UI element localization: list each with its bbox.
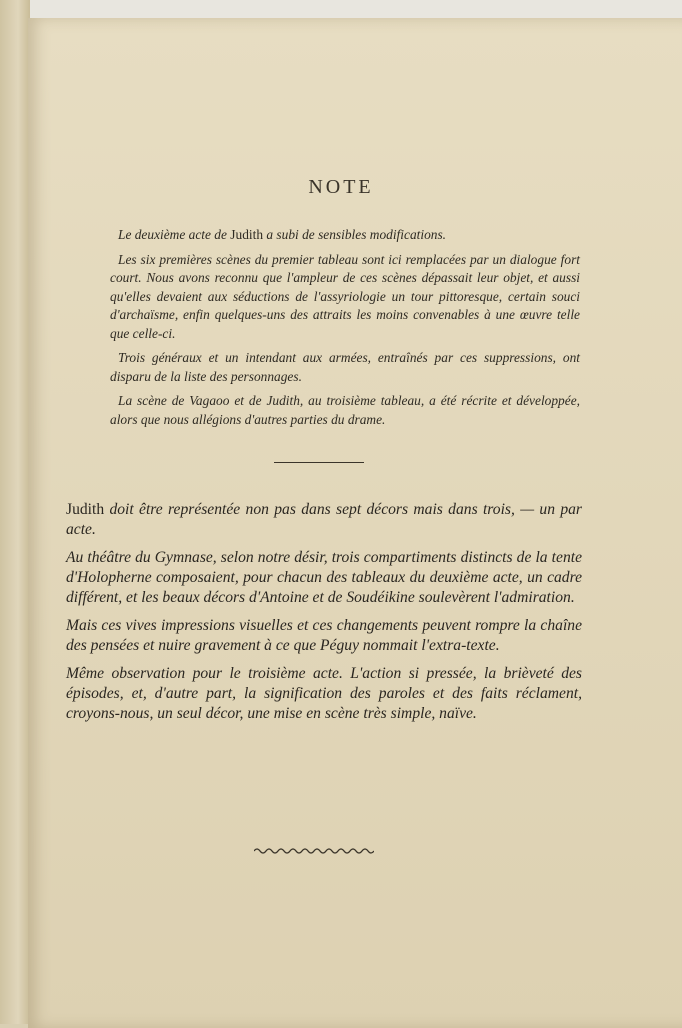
left-page-edge — [0, 0, 30, 1024]
note-section — [110, 226, 580, 435]
staging-section — [66, 500, 582, 732]
staging-paragraph-3: Mais ces vives impressions visuelles et ces changements peuvent rompre la chaîne des pensées et nuire gravement à ce que Péguy nommait l'extra-texte. — [66, 617, 582, 654]
wavy-end-ornament — [254, 846, 374, 856]
staging-paragraph-1: Judith doit être représentée non pas dans sept décors mais dans trois, — un par acte. — [66, 501, 582, 538]
note-paragraph-4: La scène de Vagaoo et de Judith, au troisième tableau, a été récrite et développée, alors que nous allégions d'autres parties du drame. — [110, 393, 580, 427]
note-paragraph-2: Les six premières scènes du premier tableau sont ici remplacées par un dialogue fort court. Nous avons reconnu que l'ampleur de ces scènes dépassait leur objet, et aussi qu'elles devaient aux séductions de l'assyriologie un tour pittoresque, certain souci d'archaïsme, enfin quelques-uns des attraits les moins convenables à une œuvre telle que celle-ci. — [110, 251, 580, 341]
note-paragraph-3: Trois généraux et un intendant aux armées, entraînés par ces suppressions, ont disparu de la liste des personnages. — [110, 350, 580, 384]
note-paragraph-1: Le deuxième acte de Judith a subi de sensibles modifications. — [118, 227, 447, 242]
staging-paragraph-2: Au théâtre du Gymnase, selon notre désir, trois compartiments distincts de la tente d'Holopherne composaient, pour chacun des tableaux du deuxième acte, un cadre différent, et les beaux décors d'Antoine et de Soudéikine soulevèrent l'admiration. — [66, 549, 582, 606]
section-divider — [274, 462, 364, 463]
staging-paragraph-4: Même observation pour le troisième acte. L'action si pressée, la brièveté des épisodes, et, d'autre part, la signification des paroles et des faits réclament, croyons-nous, un seul décor, une mise en scène très simple, naïve. — [66, 665, 582, 722]
page-title: NOTE — [308, 176, 374, 198]
